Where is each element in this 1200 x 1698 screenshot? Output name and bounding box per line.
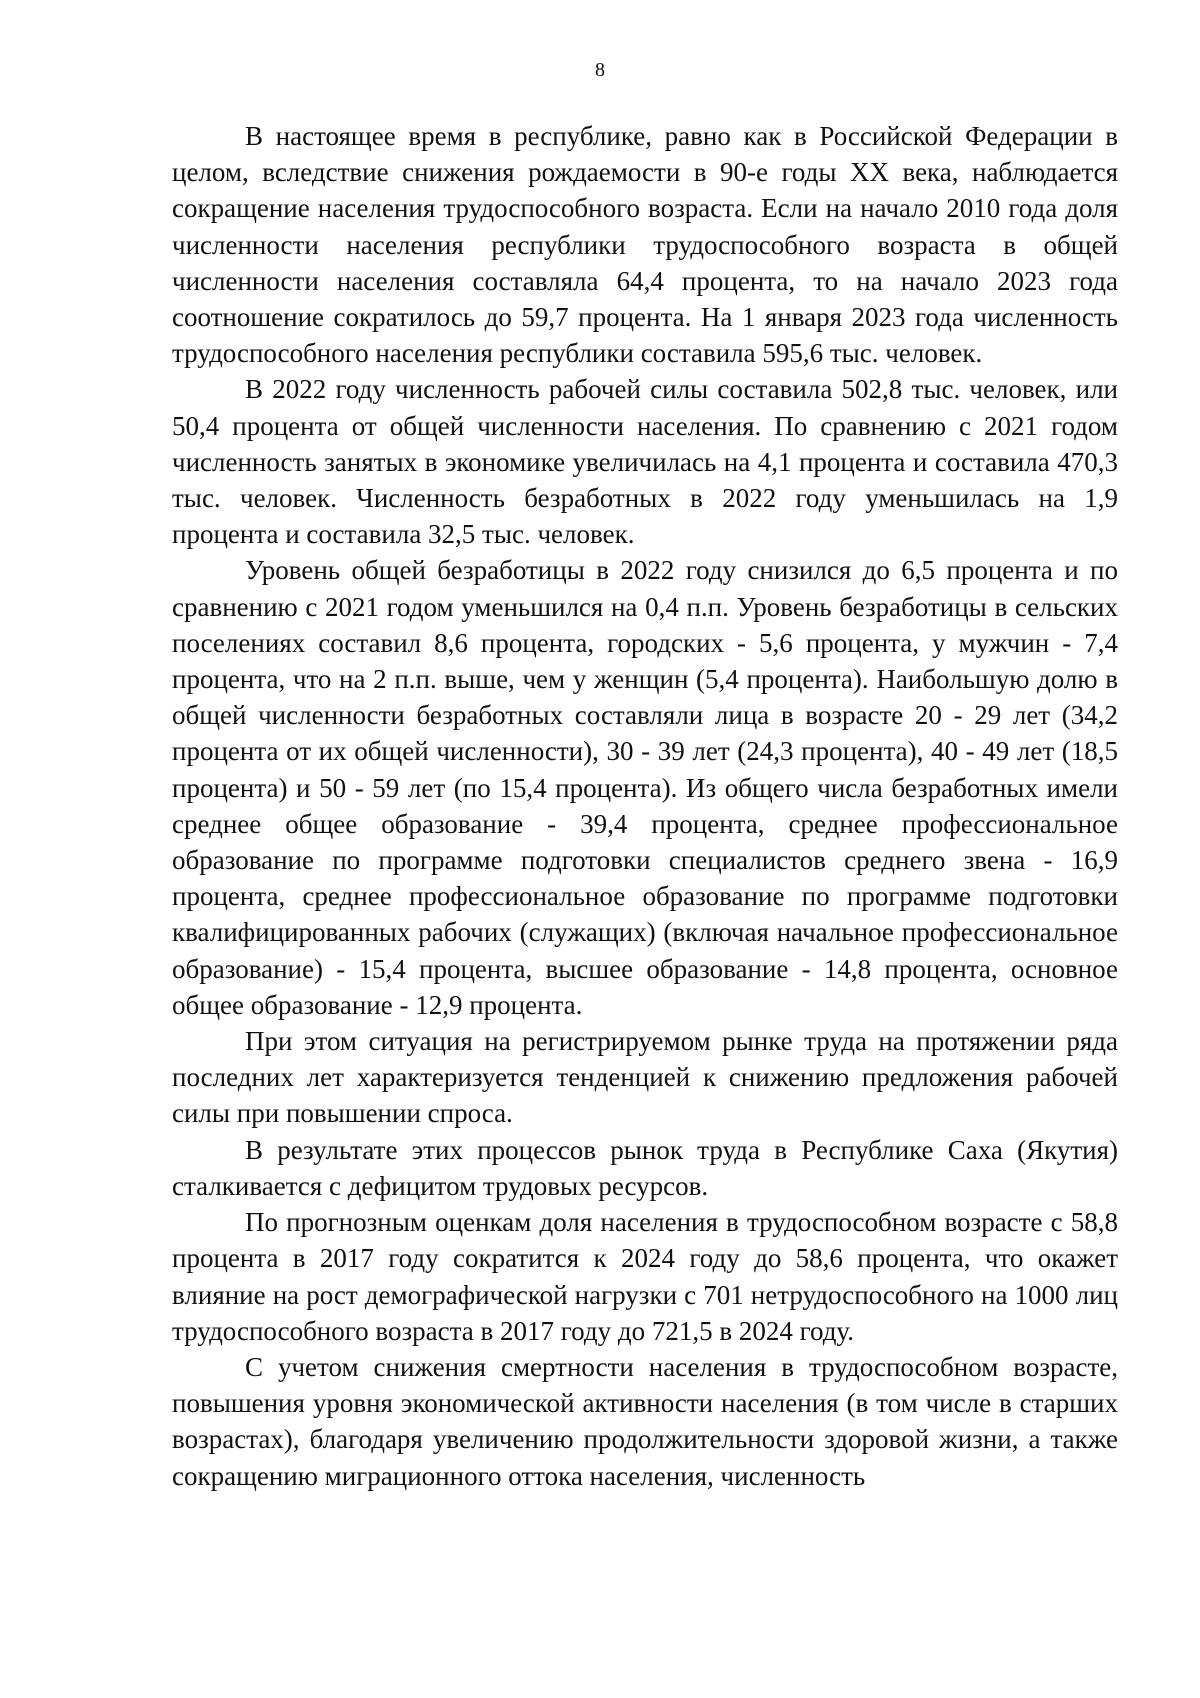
paragraph-registered-market: При этом ситуация на регистрируемом рынке труда на протяжении ряда последних лет характеризуется тенденцией к снижению предложения рабочей силы при повышении спроса. [172,1026,1118,1129]
paragraph-unemployment: Уровень общей безработицы в 2022 году снизился до 6,5 процента и по сравнению с 2021 годом уменьшился на 0,4 п.п. Уровень безработицы в сельских поселениях составил 8,6 процента, городских - 5,6 процента, у мужчин - 7,4 процента, что на 2 п.п. выше, чем у женщин (5,4 процента). Наибольшую долю в общей численности безработных составляли лица в возрасте 20 - 29 лет (34,2 процента от их общей численности), 30 - 39 лет (24,3 процента), 40 - 49 лет (18,5 процента) и 50 - 59 лет (по 15,4 процента). Из общего числа безработных имели среднее общее образование - 39,4 процента, среднее профессиональное образование по программе подготовки специалистов среднего звена - 16,9 процента, среднее профессиональное образование по программе подготовки квалифицированных рабочих (служащих) (включая начальное профессиональное образование) - 15,4 процента, высшее образование - 14,8 процента, основное общее образование - 12,9 процента. [172,555,1118,1020]
paragraph-working-age-population: В настоящее время в республике, равно как в Российской Федерации в целом, вследствие снижения рождаемости в 90-е годы XX века, наблюдается сокращение населения трудоспособного возраста. Если на начало 2010 года доля численности населения республики трудоспособного возраста в общей численности населения составляла 64,4 процента, то на начало 2023 года соотношение сократилось до 59,7 процента. На 1 января 2023 года численность трудоспособного населения республики составила 595,6 тыс. человек. [172,121,1118,369]
document-body [172,118,1118,1494]
paragraph-labor-force: В 2022 году численность рабочей силы составила 502,8 тыс. человек, или 50,4 процента от общей численности населения. По сравнению с 2021 годом численность занятых в экономике увеличилась на 4,1 процента и составила 470,3 тыс. человек. Численность безработных в 2022 году уменьшилась на 1,9 процента и составила 32,5 тыс. человек. [172,374,1118,550]
paragraph-labor-deficit: В результате этих процессов рынок труда в Республике Саха (Якутия) сталкивается с дефицитом трудовых ресурсов. [172,1134,1118,1201]
page-number: 8 [595,59,605,81]
paragraph-forecast: По прогнозным оценкам доля населения в трудоспособном возрасте с 58,8 процента в 2017 году сократится к 2024 году до 58,6 процента, что окажет влияние на рост демографической нагрузки с 701 нетрудоспособного на 1000 лиц трудоспособного возраста в 2017 году до 721,5 в 2024 году. [172,1207,1118,1346]
paragraph-mortality: С учетом снижения смертности населения в трудоспособном возрасте, повышения уровня экономической активности населения (в том числе в старших возрастах), благодаря увеличению продолжительности здоровой жизни, а также сокращению миграционного оттока населения, численность [172,1351,1118,1491]
